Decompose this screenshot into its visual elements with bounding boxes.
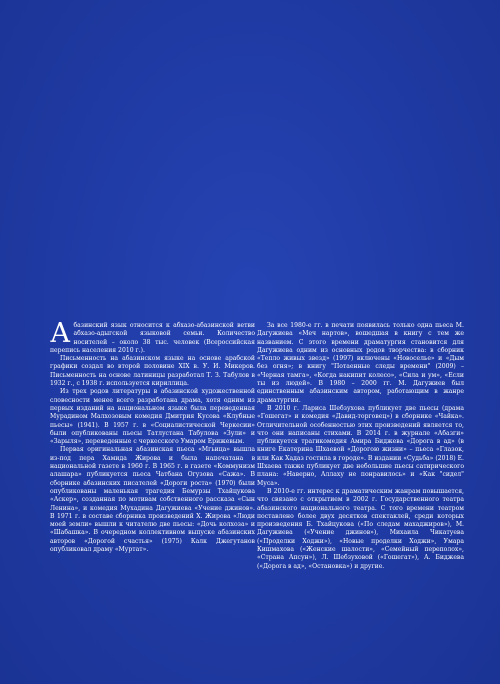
- paragraph: В 2010-е гг. интерес к драматическим жанрам повышается, что связано с открытием в 2002 г. Государственного театра абазинского национального театра. С того времени театром поставлено более двух десятков спектаклей, среди которых произведения Б. Тхайцукова («По следам махаджиров»), М. Дагужиева («Учение джинов»), Михаила Чикатуева («Проделки Ходжи»), «Новые проделки Ходжи», Умара Кишмахова («Женские шалости», «Семейный переполох», «Страна Апсун»), Л. Шебзуховой («Гошегат»), А. Биджева («Дорога в ад», «Остановка») и другие.: [257, 487, 464, 570]
- left-column: [50, 318, 255, 554]
- dropcap-letter: А: [50, 318, 71, 349]
- paragraph: Из трех родов литературы в абазинской художественной словесности менее всего разработана драма, хотя одним из первых изданий на национальном языке была переведенная Мурадином Малхозовым комедия Дмитрия Кусова «Клубные пьесы» (1941). В 1957 г. в «Социалистической Черкесии» были опубликованы пьесы Татлустана Табулова «Зули» и «Зарыля», переведенные с черкесского Умаром Ерижевым.: [50, 388, 255, 446]
- paragraph: Письменность на абазинском языке на основе арабской графики создал во второй половине XIX в. У. И. Микеров. Письменность на основе латиницы разработал Т. З. Табулов в 1932 г., с 1938 г. используется кириллица.: [50, 355, 255, 388]
- paragraph: Абазинский язык относится к абхазо-абазинской ветви абхазо-адыгской языковой семьи. Количество носителей – около 38 тыс. человек (Всероссийская перепись населения 2010 г.).: [50, 318, 255, 354]
- paragraph: За все 1980-е гг. в печати появилась только одна пьеса М. Дагужиева «Меч нартов», вошедшая в книгу с тем же названием. С этого времени драматургия становится для Дагужиева одним из основных родов творчества: в сборник «Тепло живых звезд» (1997) включены «Новоселье» и «Дым без огня»; в книгу "Потаенные следы времени" (2009) – «Черная тамга», «Когда накипит колесо», «Сила и ум», «Если ты из людей». В 1980 – 2000 гг. М. Дагужиев был единственным абазинским автором, работающим в жанре драматургии.: [257, 322, 464, 404]
- paragraph: В 2010 г. Лариса Шебзухова публикует две пьесы (драма «Гошегат» и комедия «Давид-торговец») в сборнике «Чайка». Отличительной особенностью этих произведений является то, что они написаны стихами. В 2014 г. в журнале «Абазги» публикуется трагикомедия Амира Биджева «Дорога в ад» (в книге Екатерина Шхаевой «Дорогою жизни» – пьеса «Глазок, или Как Хадаз гостила в городе». В издании «Судьба» (2018) Е. Шхаева также публикует две небольшие пьесы сатирического плана: «Наверно, Аллаху не понравилось» и «Как "сидел" Муса».: [257, 404, 464, 487]
- right-column: [257, 322, 464, 571]
- paragraph: Первая оригинальная абазинская пьеса «Мгьица» вышла из-под пера Хамида Жирова и была напечатана в национальной газете в 1960 г. В 1965 г. в газете «Коммунизм алашара» публикуется пьеса Чатбана Огузова «Сажа». В сборнике абазинских писателей «Дороги роста» (1970) были опубликованы маленькая трагедия Бемурзы Тхайцукова «Аскер», созданная по мотивам собственного рассказа «Сын Ленина», и комедия Мухадина Дагужиева «Учение джинов». В 1971 г. в составе сборника произведений Х. Жирова «Люди моей земли» вышли к читателю две пьесы: «Дочь колхоза» и «Шабашка». В очередном коллективном выпуске абазинских авторов «Дорогой счастья» (1975) Калк Джегутанов опубликовал драму «Муртат».: [50, 446, 255, 554]
